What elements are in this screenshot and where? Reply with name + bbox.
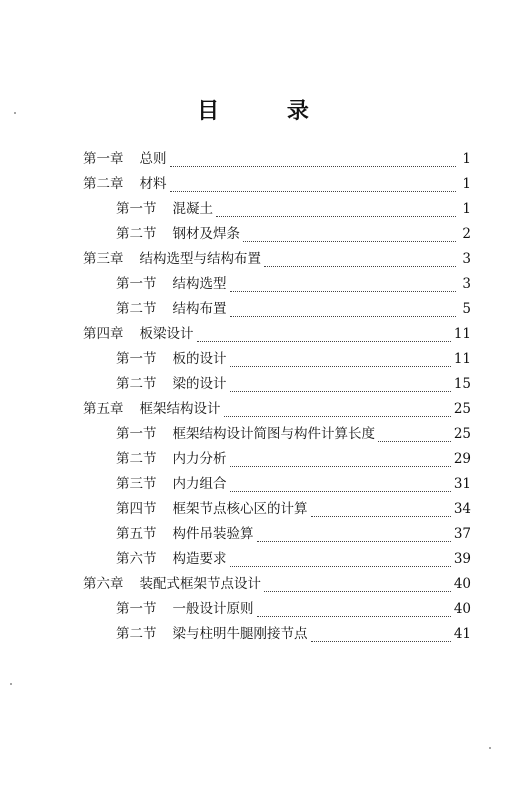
page-title: 目 录 xyxy=(197,98,339,124)
dot-leader xyxy=(264,256,456,267)
entry-title: 梁的设计 xyxy=(172,376,227,392)
entry-title: 构件吊装验算 xyxy=(172,526,254,542)
entry-page: 25 xyxy=(453,426,471,442)
dot-leader xyxy=(264,581,451,592)
toc-entry xyxy=(116,351,471,367)
toc-entry xyxy=(116,276,471,292)
entry-page: 11 xyxy=(453,326,471,342)
dot-leader xyxy=(230,556,451,567)
entry-page: 40 xyxy=(453,601,471,617)
entry-number: 第一节 xyxy=(116,351,157,367)
entry-number: 第五节 xyxy=(116,526,157,542)
entry-number: 第三章 xyxy=(83,251,124,267)
entry-page: 1 xyxy=(462,176,471,192)
entry-title: 框架节点核心区的计算 xyxy=(172,501,308,517)
entry-title: 梁与柱明牛腿刚接节点 xyxy=(172,626,308,642)
toc-entry xyxy=(116,601,471,617)
toc-entry xyxy=(83,251,471,267)
entry-number: 第二章 xyxy=(83,176,124,192)
entry-number: 第四节 xyxy=(116,501,157,517)
toc-entry xyxy=(116,501,471,517)
dot-leader xyxy=(230,306,457,317)
entry-number: 第一节 xyxy=(116,601,157,617)
entry-number: 第六章 xyxy=(83,576,124,592)
dot-leader xyxy=(170,181,457,192)
entry-number: 第一节 xyxy=(116,201,157,217)
dot-leader xyxy=(230,381,451,392)
toc-entry xyxy=(116,451,471,467)
dot-leader xyxy=(197,331,451,342)
entry-title: 构造要求 xyxy=(172,551,227,567)
toc-entry xyxy=(116,301,471,317)
entry-title: 装配式框架节点设计 xyxy=(139,576,261,592)
entry-page: 1 xyxy=(462,151,471,167)
toc-entry xyxy=(116,226,471,242)
entry-page: 39 xyxy=(453,551,471,567)
entry-number: 第二节 xyxy=(116,626,157,642)
entry-page: 3 xyxy=(462,251,471,267)
dot-leader xyxy=(230,481,451,492)
entry-number: 第四章 xyxy=(83,326,124,342)
entry-title: 钢材及焊条 xyxy=(172,226,240,242)
dot-leader xyxy=(230,281,457,292)
entry-title: 混凝土 xyxy=(172,201,213,217)
toc-entry xyxy=(83,151,471,167)
dot-leader xyxy=(257,531,451,542)
dot-leader xyxy=(311,631,451,642)
scan-speck xyxy=(489,747,491,749)
toc-entry xyxy=(116,551,471,567)
toc-entry xyxy=(83,176,471,192)
dot-leader xyxy=(311,506,451,517)
scan-speck xyxy=(14,112,16,114)
entry-page: 11 xyxy=(453,351,471,367)
entry-title: 框架结构设计简图与构件计算长度 xyxy=(172,426,375,442)
scan-speck xyxy=(10,683,12,685)
toc-entry xyxy=(116,426,471,442)
dot-leader xyxy=(230,356,451,367)
entry-number: 第六节 xyxy=(116,551,157,567)
entry-title: 结构选型 xyxy=(172,276,227,292)
entry-number: 第二节 xyxy=(116,301,157,317)
entry-page: 40 xyxy=(453,576,471,592)
toc-entry xyxy=(116,201,471,217)
entry-page: 1 xyxy=(462,201,471,217)
entry-number: 第二节 xyxy=(116,376,157,392)
entry-number: 第一节 xyxy=(116,276,157,292)
dot-leader xyxy=(216,206,456,217)
entry-title: 结构选型与结构布置 xyxy=(139,251,261,267)
dot-leader xyxy=(224,406,451,417)
toc-entry xyxy=(116,476,471,492)
entry-page: 34 xyxy=(453,501,471,517)
entry-title: 内力组合 xyxy=(172,476,227,492)
entry-page: 25 xyxy=(453,401,471,417)
entry-page: 41 xyxy=(453,626,471,642)
dot-leader xyxy=(378,431,451,442)
entry-page: 2 xyxy=(462,226,471,242)
entry-page: 15 xyxy=(453,376,471,392)
entry-page: 5 xyxy=(462,301,471,317)
toc-entry xyxy=(83,576,471,592)
entry-number: 第一节 xyxy=(116,426,157,442)
entry-number: 第一章 xyxy=(83,151,124,167)
entry-number: 第二节 xyxy=(116,226,157,242)
dot-leader xyxy=(230,456,451,467)
entry-title: 板的设计 xyxy=(172,351,227,367)
entry-number: 第三节 xyxy=(116,476,157,492)
entry-title: 内力分析 xyxy=(172,451,227,467)
entry-page: 3 xyxy=(462,276,471,292)
dot-leader xyxy=(243,231,456,242)
entry-page: 31 xyxy=(453,476,471,492)
dot-leader xyxy=(170,156,457,167)
entry-title: 结构布置 xyxy=(172,301,227,317)
entry-title: 材料 xyxy=(139,176,167,192)
entry-number: 第二节 xyxy=(116,451,157,467)
entry-title: 框架结构设计 xyxy=(139,401,221,417)
toc-entry xyxy=(116,376,471,392)
entry-title: 一般设计原则 xyxy=(172,601,254,617)
toc-entry xyxy=(116,626,471,642)
entry-title: 板梁设计 xyxy=(139,326,194,342)
dot-leader xyxy=(257,606,451,617)
toc-entry xyxy=(83,401,471,417)
toc-entry xyxy=(83,326,471,342)
entry-number: 第五章 xyxy=(83,401,124,417)
entry-page: 29 xyxy=(453,451,471,467)
entry-page: 37 xyxy=(453,526,471,542)
toc-entry xyxy=(116,526,471,542)
entry-title: 总则 xyxy=(139,151,167,167)
